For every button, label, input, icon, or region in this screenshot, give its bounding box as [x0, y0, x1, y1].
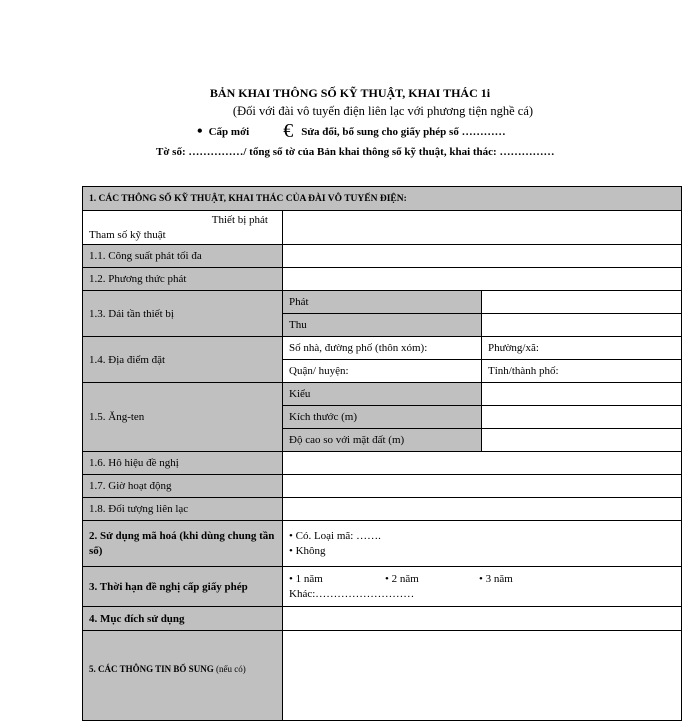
power-value-cell[interactable]: [283, 245, 682, 268]
table-row: [83, 268, 682, 291]
request-type-options: [197, 120, 506, 143]
ward-field[interactable]: Phường/xã:: [482, 337, 682, 360]
table-row: [83, 452, 682, 475]
antenna-height-value-cell[interactable]: [482, 429, 682, 452]
row-label-method: 1.2. Phương thức phát: [83, 268, 283, 291]
table-row: [83, 498, 682, 521]
table-row: [83, 245, 682, 268]
section1-header: 1. CÁC THÔNG SỐ KỸ THUẬT, KHAI THÁC CỦA ĐÀI VÔ TUYẾN ĐIỆN:: [83, 187, 682, 211]
bullet-icon: •: [197, 123, 203, 140]
license-duration-row: [83, 567, 682, 607]
additional-info-row: [83, 631, 682, 721]
table-row: [83, 291, 682, 314]
bullet-icon: •: [289, 529, 296, 542]
bullet-icon: •: [479, 572, 486, 585]
antenna-size-label: Kích thước (m): [283, 406, 482, 429]
parameter-label: Tham số kỹ thuật: [89, 229, 166, 241]
antenna-type-value-cell[interactable]: [482, 383, 682, 406]
row-label-callsign: 1.6. Hô hiệu đề nghị: [83, 452, 283, 475]
province-field[interactable]: Tỉnh/thành phố:: [482, 360, 682, 383]
additional-info-value-cell[interactable]: [283, 631, 682, 721]
table-row: [83, 383, 682, 406]
duration-2-year-option[interactable]: • 2 năm: [385, 572, 419, 585]
table-row: [83, 475, 682, 498]
antenna-type-label: Kiểu: [283, 383, 482, 406]
address-field[interactable]: Số nhà, đường phố (thôn xóm):: [283, 337, 482, 360]
duration-other-field[interactable]: Khác:………………………: [289, 587, 415, 600]
row-label-hours: 1.7. Giờ hoạt động: [83, 475, 283, 498]
antenna-size-value-cell[interactable]: [482, 406, 682, 429]
antenna-height-label: Độ cao so với mặt đất (m): [283, 429, 482, 452]
encryption-row: [83, 521, 682, 567]
row-label-contacts: 1.8. Đối tượng liên lạc: [83, 498, 283, 521]
row-label-power: 1.1. Công suất phát tối đa: [83, 245, 283, 268]
option-modify[interactable]: Sửa đổi, bổ sung cho giấy phép số …………: [301, 126, 506, 138]
encryption-options: [283, 521, 682, 567]
form-subtitle: (Đối với đài vô tuyến điện liên lạc với phương tiện nghề cá): [232, 104, 534, 118]
option-new[interactable]: Cấp mới: [208, 126, 250, 138]
row-label-location: 1.4. Địa điểm đặt: [83, 337, 283, 383]
method-value-cell[interactable]: [283, 268, 682, 291]
band-rx-label: Thu: [283, 314, 482, 337]
sheet-number-line: Tờ số: ……………/ tổng số tờ của Bản khai thông số kỹ thuật, khai thác: ……………: [156, 146, 555, 158]
callsign-value-cell[interactable]: [283, 452, 682, 475]
section1-header-row: [83, 187, 682, 211]
purpose-row: [83, 607, 682, 631]
table-row: [83, 337, 682, 360]
encryption-no-option[interactable]: • Không: [289, 544, 326, 557]
purpose-label: 4. Mục đích sử dụng: [83, 607, 283, 631]
band-rx-value-cell[interactable]: [482, 314, 682, 337]
band-tx-value-cell[interactable]: [482, 291, 682, 314]
row-label-antenna: 1.5. Ăng-ten: [83, 383, 283, 452]
bullet-icon: •: [289, 572, 296, 585]
form-title: BẢN KHAI THÔNG SỐ KỸ THUẬT, KHAI THÁC 1i: [209, 86, 491, 100]
contacts-value-cell[interactable]: [283, 498, 682, 521]
device-label: Thiết bị phát: [211, 214, 268, 226]
parameter-header-cell: [83, 211, 283, 245]
device-value-cell[interactable]: [283, 211, 682, 245]
additional-info-label: 5. CÁC THÔNG TIN BỔ SUNG (nếu có): [83, 631, 283, 721]
encryption-label: 2. Sử dụng mã hoá (khi dùng chung tần số): [83, 521, 283, 567]
encryption-yes-option[interactable]: • Có. Loại mã: …….: [289, 529, 381, 542]
bullet-icon: •: [385, 572, 392, 585]
district-field[interactable]: Quận/ huyện:: [283, 360, 482, 383]
license-duration-options: [283, 567, 682, 607]
purpose-value-cell[interactable]: [283, 607, 682, 631]
duration-3-year-option[interactable]: • 3 năm: [479, 572, 513, 585]
euro-icon: €: [283, 120, 294, 142]
bullet-icon: •: [289, 544, 296, 557]
duration-1-year-option[interactable]: • 1 năm: [289, 572, 323, 585]
row-label-band: 1.3. Dải tần thiết bị: [83, 291, 283, 337]
band-tx-label: Phát: [283, 291, 482, 314]
hours-value-cell[interactable]: [283, 475, 682, 498]
license-duration-label: 3. Thời hạn đề nghị cấp giấy phép: [83, 567, 283, 607]
parameter-header-row: [83, 211, 682, 245]
technical-parameters-table: [82, 186, 682, 721]
